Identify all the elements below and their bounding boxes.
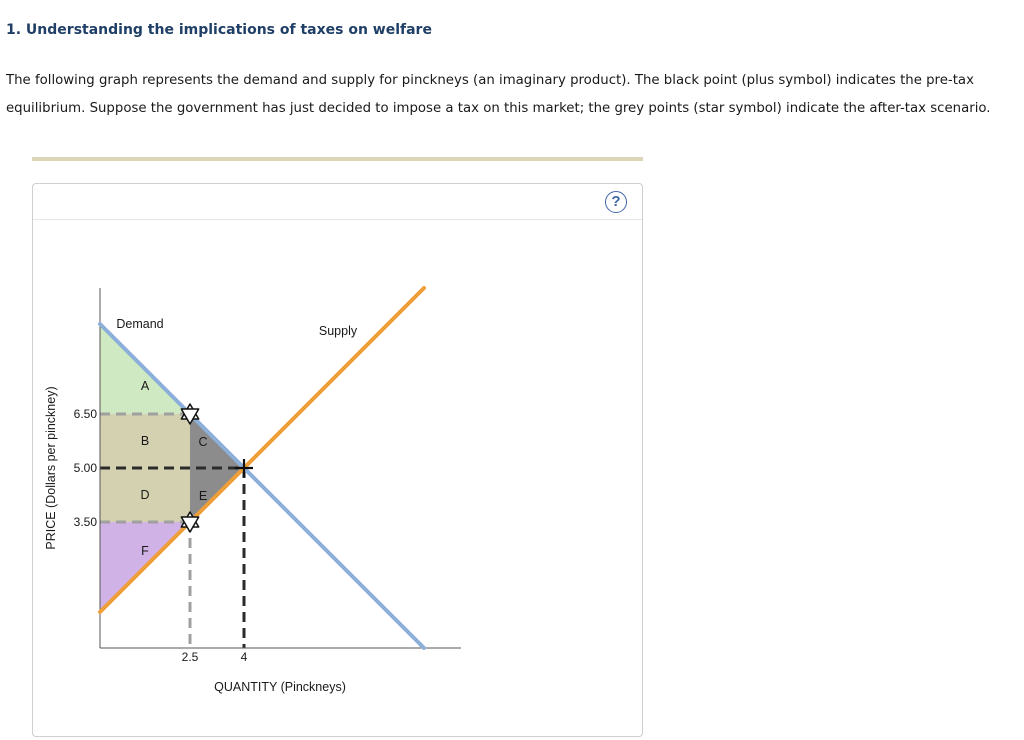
x-tick-label: 4 — [240, 650, 248, 664]
area-label-f: F — [141, 544, 149, 558]
y-tick-label: 6.50 — [73, 407, 97, 421]
demand-curve-label: Demand — [116, 317, 164, 331]
supply-curve-label: Supply — [318, 324, 358, 338]
y-tick-label: 3.50 — [73, 515, 97, 529]
area-label-a: A — [140, 379, 150, 393]
area-label-b: B — [140, 434, 150, 448]
x-axis-title: QUANTITY (Pinckneys) — [214, 680, 346, 694]
x-tick-label: 2.5 — [181, 650, 199, 664]
y-tick-label: 5.00 — [73, 461, 97, 475]
area-label-c: C — [198, 435, 208, 449]
question-line-1: The following graph represents the demand and supply for pinckneys (an imaginary product). The black point (plus symbol) indicates the pre-tax — [6, 73, 974, 88]
y-axis-title: PRICE (Dollars per pinckney) — [44, 386, 58, 550]
question-line-2: equilibrium. Suppose the government has just decided to impose a tax on this market; the grey points (star symbol) indicate the after-tax scenario. — [6, 101, 991, 116]
help-icon[interactable]: ? — [605, 191, 627, 213]
area-label-e: E — [198, 489, 208, 503]
question-title: 1. Understanding the implications of taxes on welfare — [6, 22, 432, 38]
area-label-d: D — [140, 488, 150, 502]
